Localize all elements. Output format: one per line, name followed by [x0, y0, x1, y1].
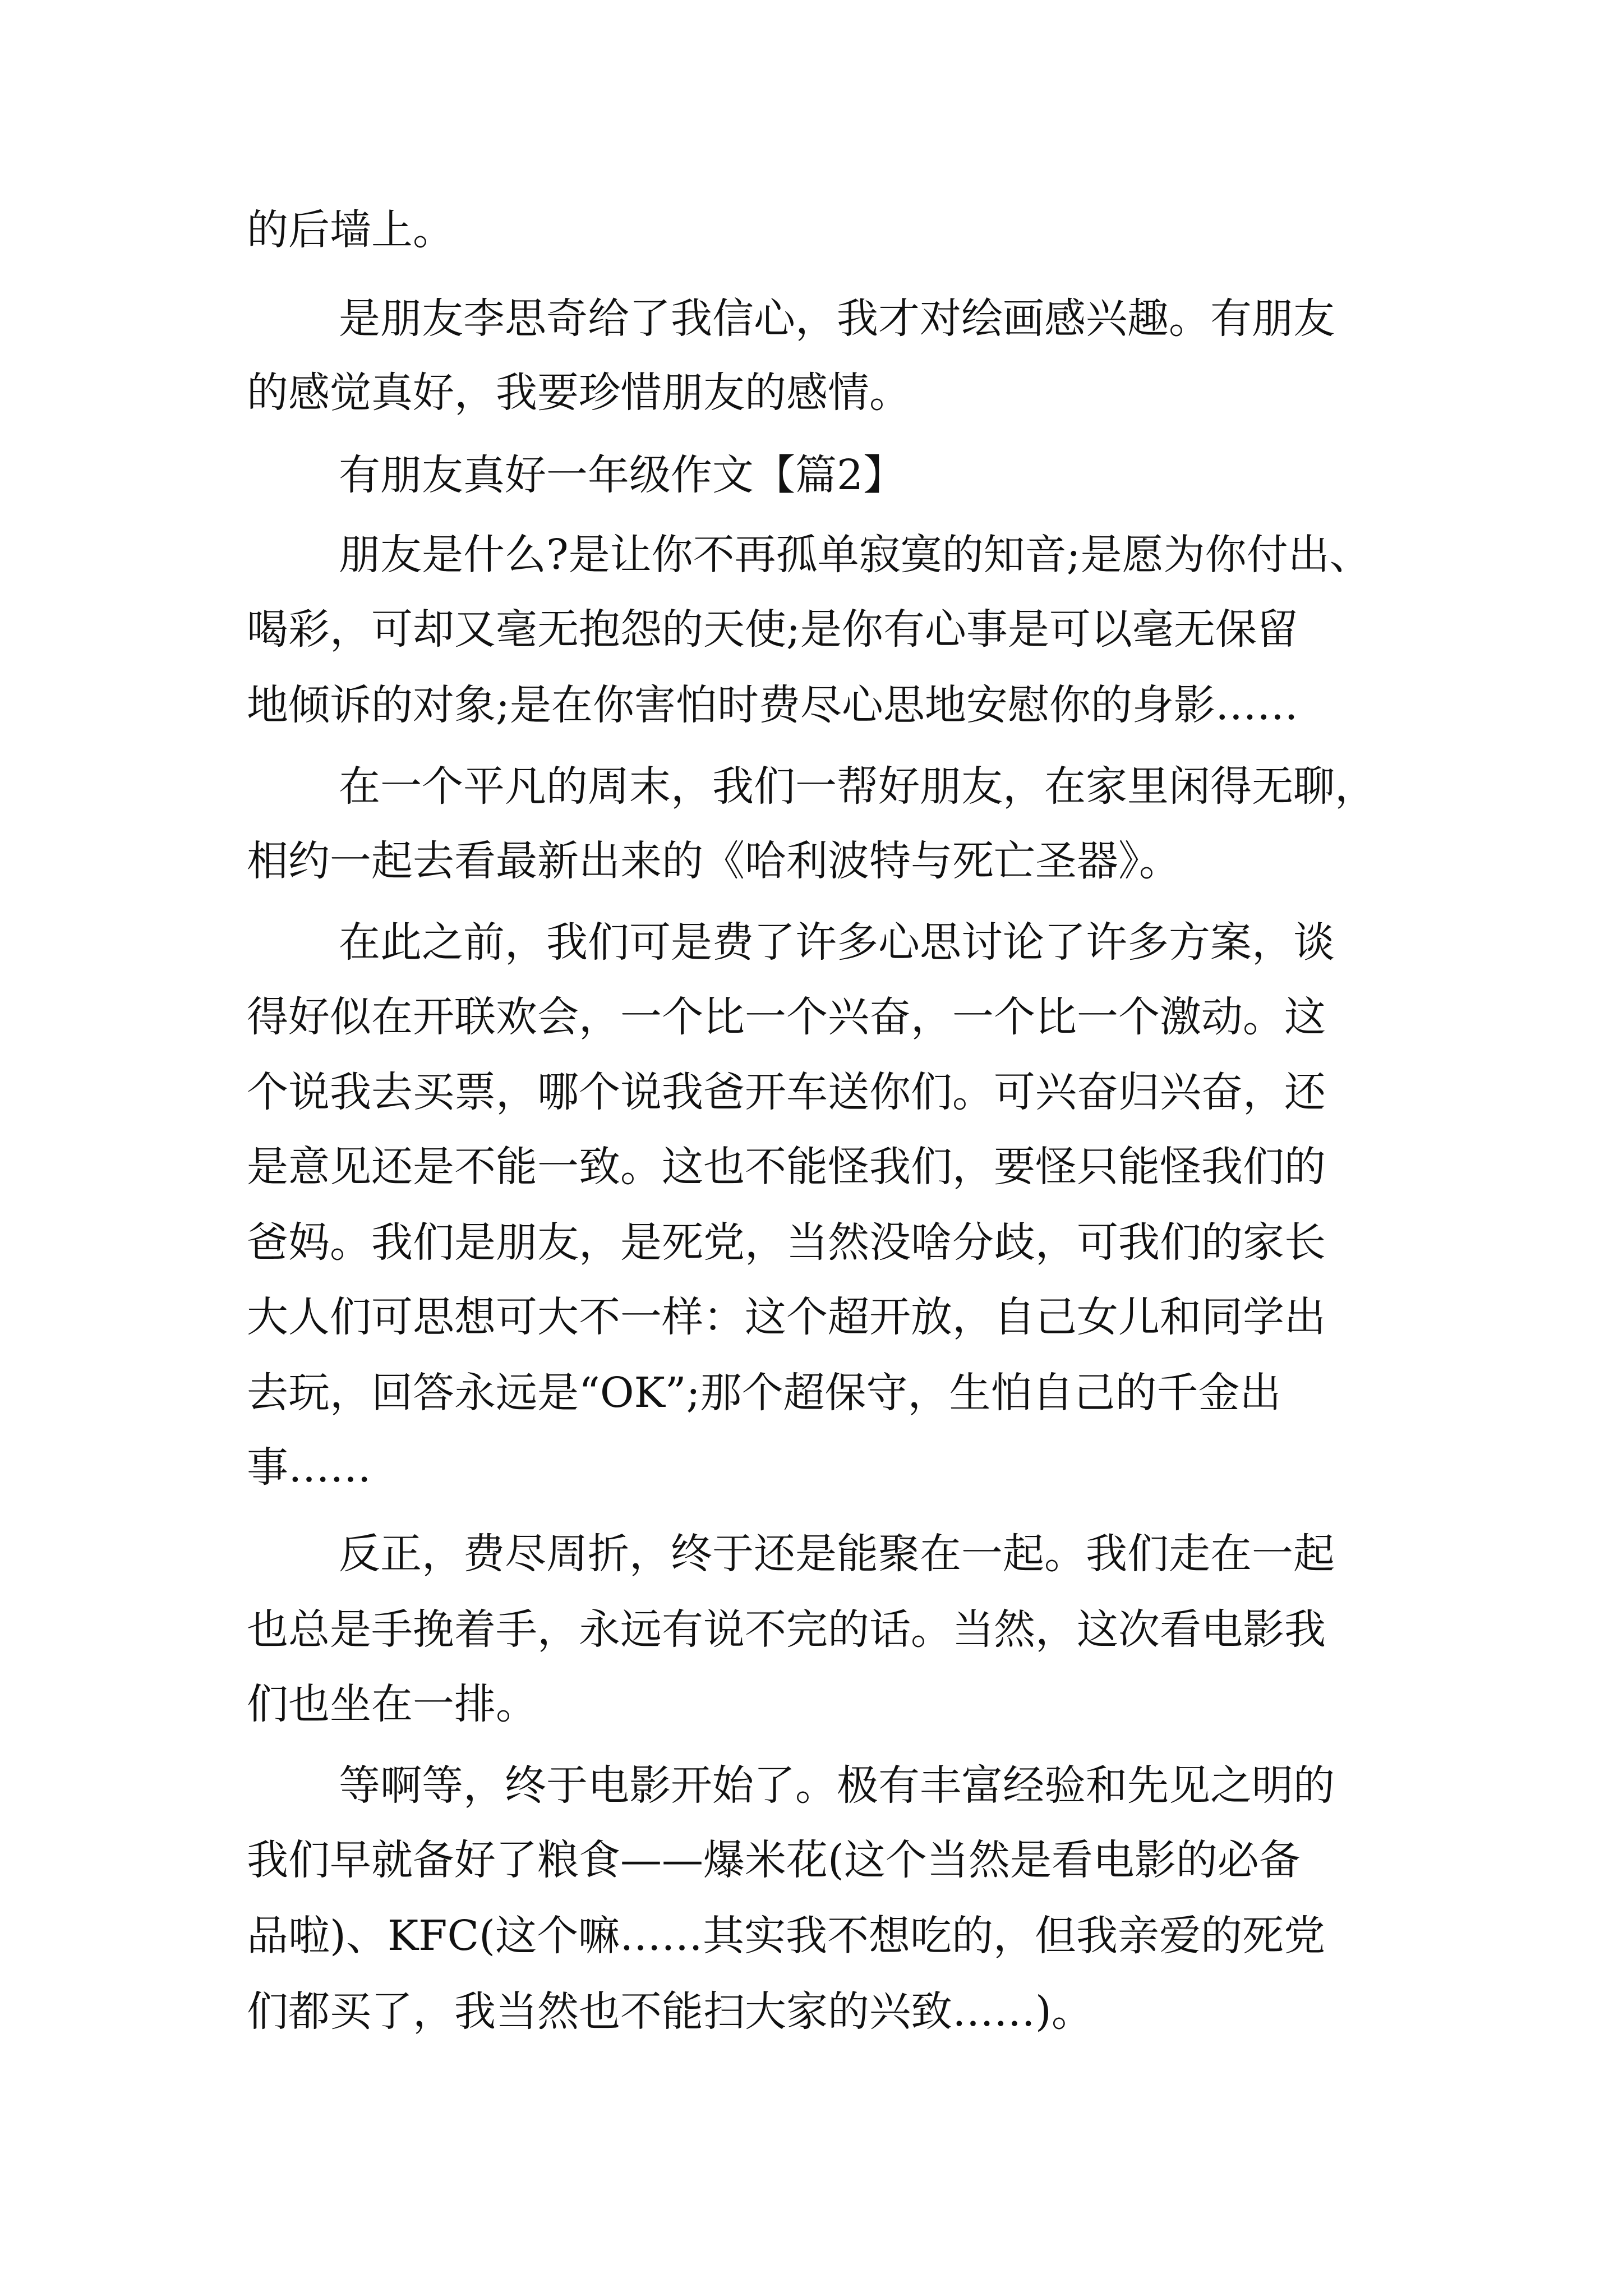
text-line: 相约一起去看最新出来的《哈利波特与死亡圣器》。 — [247, 837, 1181, 885]
text-line: 们也坐在一排。 — [247, 1680, 537, 1728]
text-line: 是意见还是不能一致。这也不能怪我们，要怪只能怪我们的 — [247, 1143, 1326, 1191]
text-line: 得好似在开联欢会，一个比一个兴奋，一个比一个激动。这 — [247, 993, 1326, 1041]
paragraph-line: 反正，费尽周折，终于还是能聚在一起。我们走在一起 — [339, 1530, 1335, 1578]
paragraph-line: 在此之前，我们可是费了许多心思讨论了许多方案，谈 — [339, 918, 1335, 967]
text-line: 的后墙上。 — [247, 206, 454, 254]
text-line: 也总是手挽着手，永远有说不完的话。当然，这次看电影我 — [247, 1605, 1326, 1654]
paragraph-line: 等啊等，终于电影开始了。极有丰富经验和先见之明的 — [339, 1761, 1335, 1810]
paragraph-line: 在一个平凡的周末，我们一帮好朋友，在家里闲得无聊， — [339, 762, 1376, 811]
text-line: 地倾诉的对象;是在你害怕时费尽心思地安慰你的身影…… — [247, 681, 1298, 729]
text-line: 大人们可思想可大不一样：这个超开放，自己女儿和同学出 — [247, 1293, 1326, 1341]
text-line: 我们早就备好了粮食——爆米花(这个当然是看电影的必备 — [247, 1836, 1301, 1884]
text-line: 爸妈。我们是朋友，是死党，当然没啥分歧，可我们的家长 — [247, 1218, 1326, 1267]
text-line: 喝彩，可却又毫无抱怨的天使;是你有心事是可以毫无保留 — [247, 605, 1298, 654]
section-heading: 有朋友真好一年级作文【篇2】 — [339, 451, 905, 499]
text-line: 的感觉真好，我要珍惜朋友的感情。 — [247, 369, 911, 417]
paragraph-line: 是朋友李思奇给了我信心，我才对绘画感兴趣。有朋友 — [339, 295, 1335, 343]
text-line: 个说我去买票，哪个说我爸开车送你们。可兴奋归兴奋，还 — [247, 1068, 1326, 1116]
text-line: 去玩，回答永远是“OK”;那个超保守，生怕自己的千金出 — [247, 1369, 1281, 1417]
paragraph-line: 朋友是什么?是让你不再孤单寂寞的知音;是愿为你付出、 — [339, 531, 1371, 579]
text-line: 们都买了，我当然也不能扫大家的兴致……)。 — [247, 1987, 1093, 2036]
text-line: 品啦)、KFC(这个嘛……其实我不想吃的，但我亲爱的死党 — [247, 1912, 1325, 1960]
text-line: 事…… — [247, 1443, 371, 1492]
